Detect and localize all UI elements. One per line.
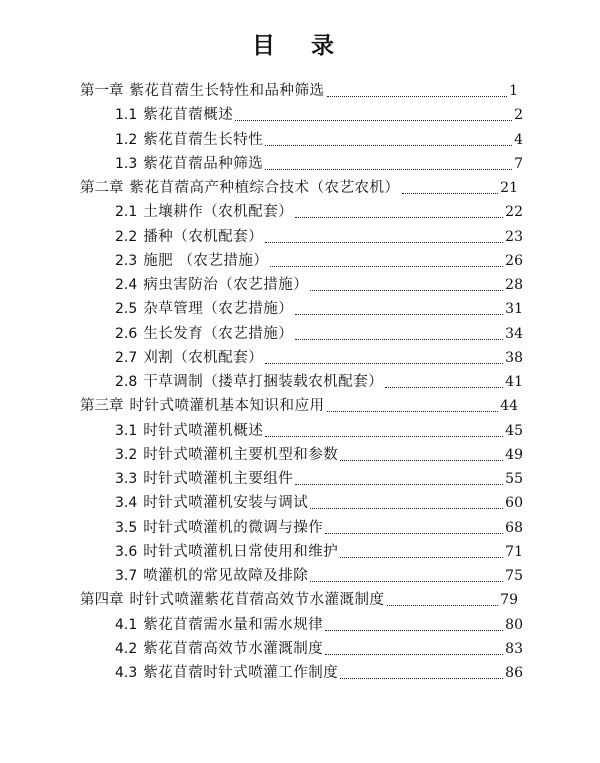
entry-title: 时针式喷灌机的微调与操作 bbox=[143, 519, 324, 536]
entry-page-number: 83 bbox=[505, 640, 523, 657]
dot-leader bbox=[265, 168, 512, 170]
dot-leader bbox=[235, 119, 512, 121]
toc-section-entry[interactable] bbox=[115, 128, 523, 152]
entry-title: 土壤耕作（农机配套） bbox=[143, 204, 294, 221]
entry-number: 4.1 bbox=[115, 616, 138, 633]
toc-section-entry[interactable] bbox=[115, 370, 523, 394]
dot-leader bbox=[295, 313, 503, 315]
dot-leader bbox=[270, 265, 503, 267]
dot-leader bbox=[310, 289, 503, 291]
entry-number: 3.5 bbox=[115, 519, 138, 536]
dot-leader bbox=[325, 629, 503, 631]
entry-number: 第一章 bbox=[80, 83, 124, 99]
entry-page-number: 21 bbox=[500, 180, 518, 196]
entry-number: 3.1 bbox=[115, 422, 138, 439]
entry-number: 第四章 bbox=[80, 592, 124, 609]
entry-page-number: 2 bbox=[514, 107, 523, 124]
entry-page-number: 38 bbox=[505, 349, 523, 366]
entry-title: 紫花苜蓿需水量和需水规律 bbox=[143, 616, 324, 633]
toc-section-entry[interactable] bbox=[115, 540, 523, 564]
dot-leader bbox=[402, 192, 499, 194]
dot-leader bbox=[327, 410, 499, 412]
toc-section-entry[interactable] bbox=[115, 273, 523, 297]
dot-leader bbox=[310, 580, 503, 582]
entry-page-number: 22 bbox=[505, 204, 523, 221]
entry-title: 时针式喷灌机主要组件 bbox=[143, 471, 294, 487]
dot-leader bbox=[265, 362, 503, 364]
entry-number: 4.3 bbox=[115, 665, 138, 681]
entry-title: 紫花苜蓿高产种植综合技术（农艺农机） bbox=[129, 180, 400, 196]
entry-number: 2.4 bbox=[115, 277, 138, 293]
toc-section-entry[interactable] bbox=[115, 637, 523, 661]
toc-section-entry[interactable] bbox=[115, 467, 523, 491]
entry-number: 3.3 bbox=[115, 471, 138, 487]
entry-number: 3.6 bbox=[115, 543, 138, 560]
toc-chapter-entry[interactable] bbox=[80, 79, 518, 103]
entry-page-number: 49 bbox=[505, 446, 523, 463]
entry-number: 2.8 bbox=[115, 374, 138, 390]
toc-section-entry[interactable] bbox=[115, 200, 523, 224]
entry-title: 生长发育（农艺措施） bbox=[143, 325, 294, 342]
entry-title: 时针式喷灌紫花苜蓿高效节水灌溉制度 bbox=[129, 592, 385, 609]
entry-number: 3.7 bbox=[115, 568, 138, 584]
toc-section-entry[interactable] bbox=[115, 564, 523, 588]
dot-leader bbox=[387, 604, 499, 606]
dot-leader bbox=[340, 556, 503, 558]
entry-title: 杂草管理（农艺措施） bbox=[143, 301, 294, 318]
entry-page-number: 75 bbox=[505, 568, 523, 584]
entry-page-number: 26 bbox=[505, 252, 523, 269]
entry-title: 紫花苜蓿时针式喷灌工作制度 bbox=[143, 665, 339, 681]
entry-title: 施肥 （农艺措施） bbox=[143, 252, 269, 269]
entry-page-number: 28 bbox=[505, 277, 523, 293]
dot-leader bbox=[327, 95, 508, 97]
dot-leader bbox=[295, 338, 503, 340]
toc-section-entry[interactable] bbox=[115, 297, 523, 321]
entry-number: 2.3 bbox=[115, 252, 138, 269]
entry-title: 紫花苜蓿生长特性 bbox=[143, 131, 264, 148]
entry-number: 2.5 bbox=[115, 301, 138, 318]
entry-title: 时针式喷灌机日常使用和维护 bbox=[143, 543, 339, 560]
entry-number: 2.7 bbox=[115, 349, 138, 366]
toc-section-entry[interactable] bbox=[115, 152, 523, 176]
toc-chapter-entry[interactable] bbox=[80, 588, 518, 612]
entry-title: 喷灌机的常见故障及排除 bbox=[143, 568, 309, 584]
toc-section-entry[interactable] bbox=[115, 443, 523, 467]
entry-title: 紫花苜蓿生长特性和品种筛选 bbox=[129, 83, 325, 99]
toc-section-entry[interactable] bbox=[115, 346, 523, 370]
entry-page-number: 45 bbox=[505, 422, 523, 439]
toc-section-entry[interactable] bbox=[115, 225, 523, 249]
entry-number: 第三章 bbox=[80, 398, 124, 415]
dot-leader bbox=[385, 386, 503, 388]
toc-section-entry[interactable] bbox=[115, 491, 523, 515]
entry-page-number: 7 bbox=[514, 155, 523, 172]
entry-number: 4.2 bbox=[115, 640, 138, 657]
entry-page-number: 80 bbox=[505, 616, 523, 633]
toc-chapter-entry[interactable] bbox=[80, 394, 518, 418]
entry-number: 1.3 bbox=[115, 155, 138, 172]
dot-leader bbox=[340, 459, 503, 461]
entry-page-number: 31 bbox=[505, 301, 523, 318]
dot-leader bbox=[340, 677, 503, 679]
toc-section-entry[interactable] bbox=[115, 249, 523, 273]
entry-title: 时针式喷灌机主要机型和参数 bbox=[143, 446, 339, 463]
entry-page-number: 79 bbox=[500, 592, 518, 609]
toc-section-entry[interactable] bbox=[115, 322, 523, 346]
entry-page-number: 55 bbox=[505, 471, 523, 487]
entry-page-number: 41 bbox=[505, 374, 523, 390]
entry-title: 时针式喷灌机安装与调试 bbox=[143, 495, 309, 512]
entry-page-number: 44 bbox=[500, 398, 518, 415]
dot-leader bbox=[325, 532, 503, 534]
dot-leader bbox=[310, 507, 503, 509]
entry-page-number: 23 bbox=[505, 228, 523, 245]
toc-section-entry[interactable] bbox=[115, 516, 523, 540]
dot-leader bbox=[295, 216, 503, 218]
entry-number: 3.2 bbox=[115, 446, 138, 463]
entry-title: 紫花苜蓿概述 bbox=[143, 107, 234, 124]
entry-number: 2.1 bbox=[115, 204, 138, 221]
entry-title: 病虫害防治（农艺措施） bbox=[143, 277, 309, 293]
toc-section-entry[interactable] bbox=[115, 613, 523, 637]
entry-title: 紫花苜蓿高效节水灌溉制度 bbox=[143, 640, 324, 657]
dot-leader bbox=[265, 435, 503, 437]
entry-page-number: 1 bbox=[509, 83, 518, 99]
entry-page-number: 71 bbox=[505, 543, 523, 560]
entry-page-number: 34 bbox=[505, 325, 523, 342]
entry-title: 时针式喷灌机基本知识和应用 bbox=[129, 398, 325, 415]
entry-title: 刈割（农机配套） bbox=[143, 349, 264, 366]
dot-leader bbox=[295, 483, 503, 485]
entry-number: 1.1 bbox=[115, 107, 138, 124]
dot-leader bbox=[265, 144, 512, 146]
dot-leader bbox=[265, 241, 503, 243]
entry-title: 紫花苜蓿品种筛选 bbox=[143, 155, 264, 172]
entry-number: 1.2 bbox=[115, 131, 138, 148]
dot-leader bbox=[325, 653, 503, 655]
toc-chapter-entry[interactable] bbox=[80, 176, 518, 200]
entry-number: 3.4 bbox=[115, 495, 138, 512]
entry-number: 2.6 bbox=[115, 325, 138, 342]
entry-page-number: 60 bbox=[505, 495, 523, 512]
entry-page-number: 86 bbox=[505, 665, 523, 681]
entry-title: 干草调制（搂草打捆装载农机配套） bbox=[143, 374, 384, 390]
toc-section-entry[interactable] bbox=[115, 419, 523, 443]
toc-section-entry[interactable] bbox=[115, 103, 523, 127]
entry-number: 第二章 bbox=[80, 180, 124, 196]
entry-title: 播种（农机配套） bbox=[143, 228, 264, 245]
page-title: 目 录 bbox=[251, 32, 348, 59]
entry-number: 2.2 bbox=[115, 228, 138, 245]
toc-section-entry[interactable] bbox=[115, 661, 523, 685]
entry-title: 时针式喷灌机概述 bbox=[143, 422, 264, 439]
entry-page-number: 4 bbox=[514, 131, 523, 148]
entry-page-number: 68 bbox=[505, 519, 523, 536]
